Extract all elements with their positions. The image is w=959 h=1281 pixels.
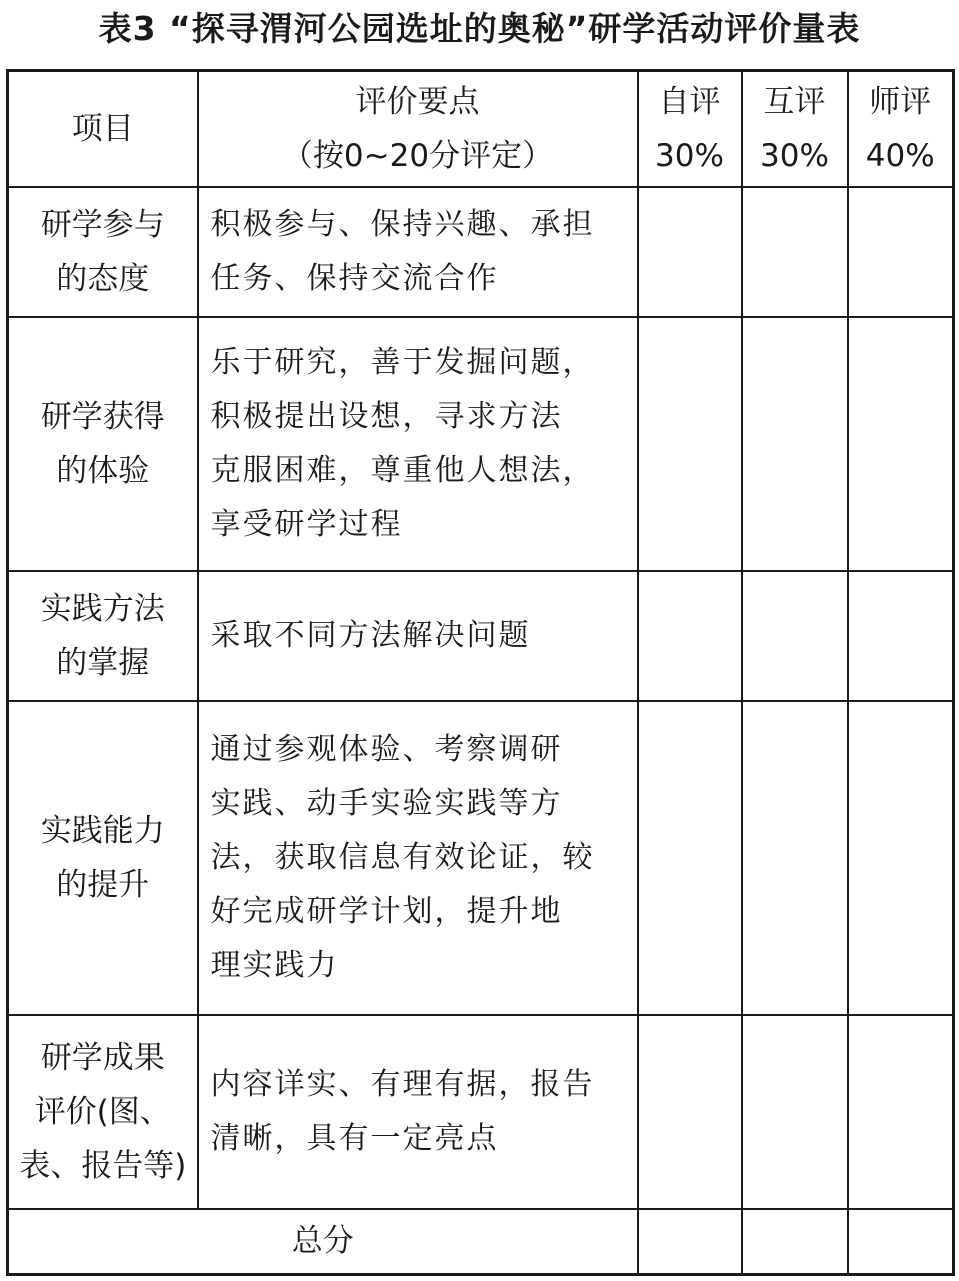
header-self-weight: 30% bbox=[655, 137, 724, 174]
row-criteria-line: 实践、动手实验实践等方 bbox=[210, 785, 563, 821]
teacher-score-cell[interactable] bbox=[848, 317, 954, 571]
header-row bbox=[8, 71, 954, 187]
self-score-cell[interactable] bbox=[638, 317, 742, 571]
header-teacher-label: 师评 bbox=[869, 83, 932, 120]
row-criteria bbox=[198, 1015, 638, 1209]
total-row bbox=[8, 1209, 954, 1275]
row-item-line: 研学成果 bbox=[40, 1039, 165, 1076]
row-criteria-line: 积极提出设想，寻求方法 bbox=[210, 398, 563, 434]
row-criteria-line: 法，获取信息有效论证，较 bbox=[210, 839, 595, 875]
teacher-score-cell[interactable] bbox=[848, 571, 954, 701]
row-criteria-line: 内容详实、有理有据，报告 bbox=[210, 1066, 595, 1102]
header-self-eval bbox=[638, 71, 742, 187]
row-criteria-line: 采取不同方法解决问题 bbox=[210, 617, 531, 653]
row-criteria-line: 好完成研学计划，提升地 bbox=[210, 893, 563, 929]
table-row bbox=[8, 187, 954, 317]
row-item-line: 的掌握 bbox=[56, 644, 150, 681]
table-row bbox=[8, 1015, 954, 1209]
total-teacher-cell[interactable] bbox=[848, 1209, 954, 1275]
row-criteria-line: 积极参与、保持兴趣、承担 bbox=[210, 206, 595, 242]
row-criteria-line: 克服困难，尊重他人想法， bbox=[210, 452, 595, 488]
row-item-line: 实践能力 bbox=[40, 812, 165, 849]
header-criteria-line: （按0~20分评定） bbox=[281, 137, 554, 174]
header-peer-label: 互评 bbox=[763, 83, 826, 120]
row-item-line: 研学参与 bbox=[40, 206, 165, 243]
teacher-score-cell[interactable] bbox=[848, 1015, 954, 1209]
table-row bbox=[8, 317, 954, 571]
header-peer-eval bbox=[742, 71, 848, 187]
header-criteria-line: 评价要点 bbox=[355, 83, 480, 120]
header-criteria bbox=[198, 71, 638, 187]
row-item-line: 的提升 bbox=[56, 866, 150, 903]
teacher-score-cell[interactable] bbox=[848, 701, 954, 1015]
teacher-score-cell[interactable] bbox=[848, 187, 954, 317]
peer-score-cell[interactable] bbox=[742, 701, 848, 1015]
row-criteria-line: 清晰，具有一定亮点 bbox=[210, 1120, 499, 1156]
row-item-line: 实践方法 bbox=[40, 590, 165, 627]
total-self-cell[interactable] bbox=[638, 1209, 742, 1275]
row-criteria bbox=[198, 187, 638, 317]
self-score-cell[interactable] bbox=[638, 187, 742, 317]
total-label: 总分 bbox=[291, 1223, 354, 1260]
header-teacher-eval bbox=[848, 71, 954, 187]
evaluation-table bbox=[6, 69, 955, 1276]
table-title: 表3 “探寻渭河公园选址的奥秘”研学活动评价量表 bbox=[98, 9, 861, 48]
row-criteria-line: 任务、保持交流合作 bbox=[210, 260, 499, 296]
row-criteria-line: 通过参观体验、考察调研 bbox=[210, 731, 563, 767]
table-row bbox=[8, 571, 954, 701]
row-item-line: 评价(图、 bbox=[34, 1093, 171, 1130]
row-criteria bbox=[198, 317, 638, 571]
self-score-cell[interactable] bbox=[638, 701, 742, 1015]
row-criteria bbox=[198, 701, 638, 1015]
peer-score-cell[interactable] bbox=[742, 317, 848, 571]
row-item bbox=[8, 571, 198, 701]
row-criteria-line: 乐于研究，善于发掘问题， bbox=[210, 344, 595, 380]
row-item bbox=[8, 701, 198, 1015]
row-criteria bbox=[198, 571, 638, 701]
row-criteria-line: 享受研学过程 bbox=[210, 506, 403, 542]
row-item bbox=[8, 317, 198, 571]
header-item-label: 项目 bbox=[71, 110, 134, 147]
total-peer-cell[interactable] bbox=[742, 1209, 848, 1275]
header-teacher-weight: 40% bbox=[865, 137, 935, 174]
total-label-cell bbox=[8, 1209, 638, 1275]
row-item bbox=[8, 1015, 198, 1209]
peer-score-cell[interactable] bbox=[742, 571, 848, 701]
header-peer-weight: 30% bbox=[760, 137, 829, 174]
row-item-line: 表、报告等) bbox=[19, 1147, 187, 1184]
peer-score-cell[interactable] bbox=[742, 187, 848, 317]
header-item bbox=[8, 71, 198, 187]
self-score-cell[interactable] bbox=[638, 1015, 742, 1209]
row-criteria-line: 理实践力 bbox=[210, 947, 339, 983]
peer-score-cell[interactable] bbox=[742, 1015, 848, 1209]
row-item-line: 的体验 bbox=[56, 452, 150, 489]
row-item-line: 研学获得 bbox=[40, 398, 165, 435]
row-item bbox=[8, 187, 198, 317]
self-score-cell[interactable] bbox=[638, 571, 742, 701]
table-row bbox=[8, 701, 954, 1015]
header-self-label: 自评 bbox=[658, 83, 721, 120]
row-item-line: 的态度 bbox=[56, 260, 150, 297]
